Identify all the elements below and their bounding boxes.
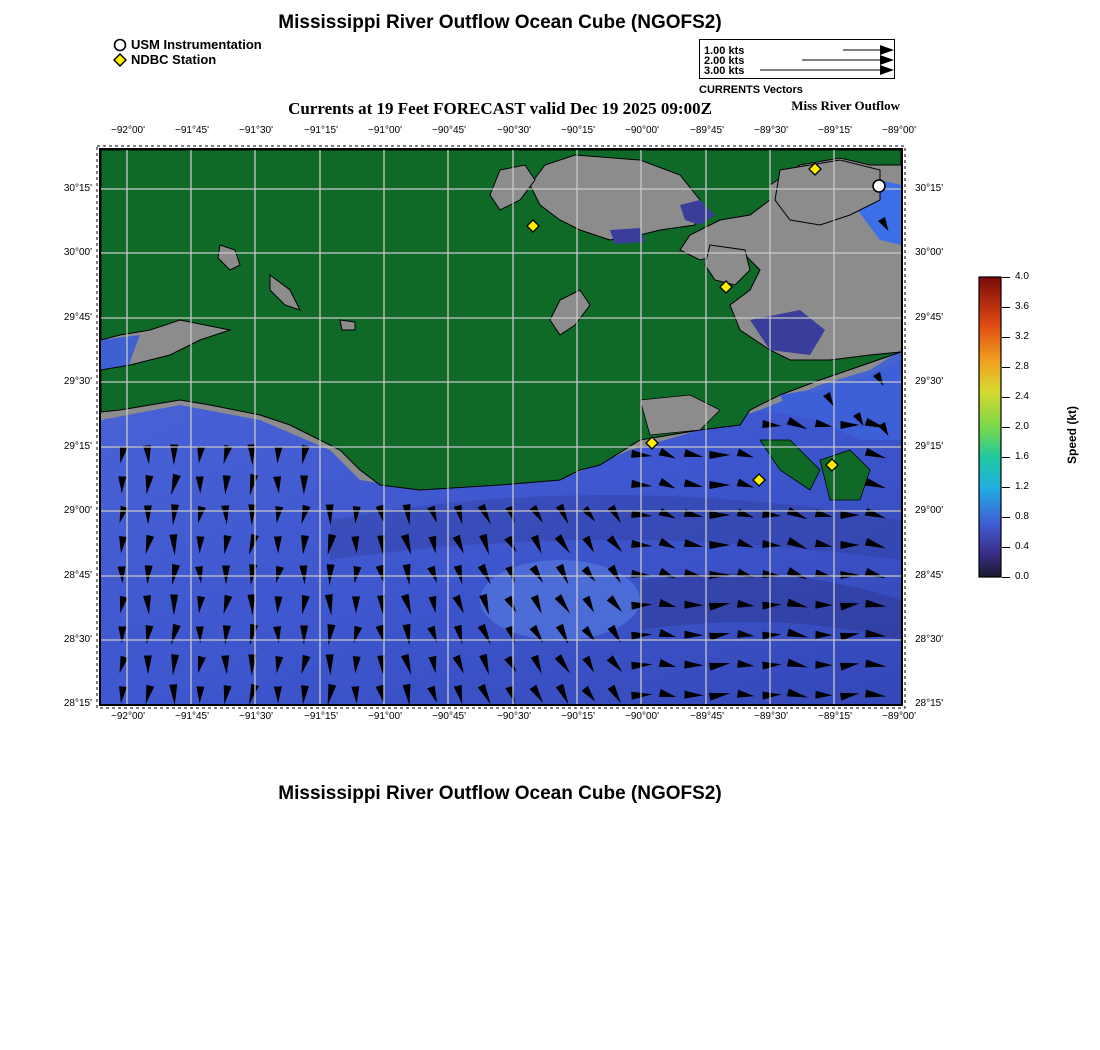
vector-label-2: 2.00 kts [704, 55, 745, 67]
colorbar-tick: 1.6 [1015, 451, 1029, 462]
lon-tick-bottom: −91°30' [239, 711, 273, 722]
region-label: Miss River Outflow [791, 98, 900, 113]
lat-tick-right: 28°45' [915, 570, 944, 581]
lon-tick-bottom: −91°45' [175, 711, 209, 722]
lon-tick-bottom: −90°15' [561, 711, 595, 722]
lon-tick-top: −89°15' [818, 125, 852, 136]
lon-tick-bottom: −89°45' [690, 711, 724, 722]
lon-tick-top: −89°00' [882, 125, 916, 136]
lat-tick-left: 29°00' [63, 505, 92, 516]
colorbar-tick: 2.0 [1015, 421, 1029, 432]
lat-tick-right: 28°15' [915, 698, 944, 709]
lon-tick-top: −90°00' [625, 125, 659, 136]
lon-tick-top: −90°15' [561, 125, 595, 136]
lat-tick-right: 29°45' [915, 312, 944, 323]
lon-tick-top: −89°30' [754, 125, 788, 136]
lon-tick-top: −91°30' [239, 125, 273, 136]
colorbar-title: Speed (kt) [1065, 405, 1080, 465]
legend-ndbc-label: NDBC Station [131, 52, 217, 67]
lat-tick-right: 30°15' [915, 183, 944, 194]
colorbar-tick: 1.2 [1015, 481, 1029, 492]
lon-tick-top: −90°45' [432, 125, 466, 136]
lat-tick-left: 28°15' [63, 698, 92, 709]
colorbar-tick: 3.6 [1015, 301, 1029, 312]
lon-tick-bottom: −90°00' [625, 711, 659, 722]
lat-tick-left: 28°45' [63, 570, 92, 581]
lon-tick-top: −90°30' [497, 125, 531, 136]
lat-tick-left: 29°45' [63, 312, 92, 323]
lat-tick-left: 29°15' [63, 441, 92, 452]
lon-tick-top: −92°00' [111, 125, 145, 136]
colorbar-tick: 4.0 [1015, 271, 1029, 282]
lon-tick-bottom: −89°30' [754, 711, 788, 722]
lat-tick-right: 28°30' [915, 634, 944, 645]
lon-tick-top: −89°45' [690, 125, 724, 136]
speed-colorbar [978, 276, 1004, 578]
vector-label-1: 1.00 kts [704, 45, 745, 57]
colorbar-tick: 0.0 [1015, 571, 1029, 582]
lon-tick-bottom: −89°00' [882, 711, 916, 722]
colorbar-tick: 2.8 [1015, 361, 1029, 372]
lat-tick-left: 28°30' [63, 634, 92, 645]
colorbar-tick: 2.4 [1015, 391, 1029, 402]
lon-tick-bottom: −90°30' [497, 711, 531, 722]
lon-tick-bottom: −91°15' [304, 711, 338, 722]
lon-tick-bottom: −90°45' [432, 711, 466, 722]
colorbar-tick: 0.8 [1015, 511, 1029, 522]
lat-tick-left: 30°00' [63, 247, 92, 258]
colorbar-tick: 3.2 [1015, 331, 1029, 342]
usm-station-marker[interactable] [873, 180, 885, 192]
colorbar-tick: 0.4 [1015, 541, 1029, 552]
vector-label-3: 3.00 kts [704, 65, 745, 77]
lat-tick-right: 29°15' [915, 441, 944, 452]
lat-tick-right: 30°00' [915, 247, 944, 258]
lat-tick-right: 29°30' [915, 376, 944, 387]
lon-tick-top: −91°15' [304, 125, 338, 136]
bottom-title: Mississippi River Outflow Ocean Cube (NGOFS2) [278, 783, 722, 804]
lat-tick-left: 30°15' [63, 183, 92, 194]
lon-tick-top: −91°00' [368, 125, 402, 136]
map-subtitle: Currents at 19 Feet FORECAST valid Dec 19 2025 09:00Z [288, 99, 712, 118]
vector-caption: CURRENTS Vectors [699, 84, 803, 96]
page-title: Mississippi River Outflow Ocean Cube (NGOFS2) [278, 12, 722, 33]
lon-tick-bottom: −89°15' [818, 711, 852, 722]
lon-tick-top: −91°45' [175, 125, 209, 136]
lon-tick-bottom: −92°00' [111, 711, 145, 722]
lat-tick-right: 29°00' [915, 505, 944, 516]
legend-usm-label: USM Instrumentation [131, 37, 262, 52]
lon-tick-bottom: −91°00' [368, 711, 402, 722]
lat-tick-left: 29°30' [63, 376, 92, 387]
